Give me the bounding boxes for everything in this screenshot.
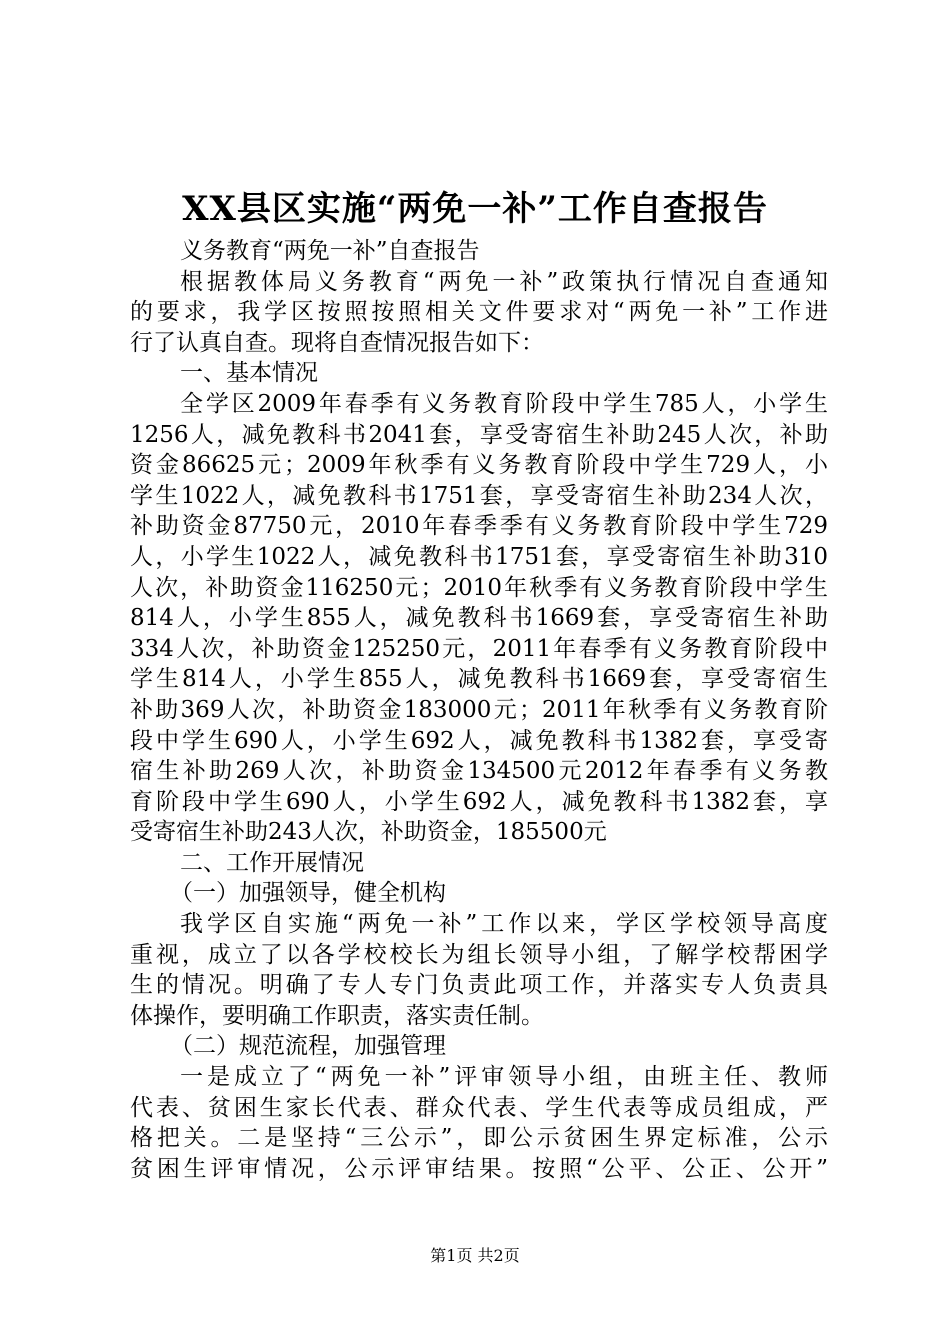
paragraph-line: 重视，成立了以各学校校长为组长领导小组，了解学校帮困学: [130, 941, 828, 968]
paragraph-line: 1256人，减免教科书2041套，享受寄宿生补助245人次，补助: [130, 421, 828, 448]
subsection-heading: （二）规范流程，加强管理: [170, 1033, 446, 1060]
paragraph-line: 育阶段中学生690人，小学生692人，减免教科书1382套，享: [130, 788, 828, 815]
paragraph-line: 代表、贫困生家长代表、群众代表、学生代表等成员组成，严: [130, 1094, 828, 1121]
paragraph-line: 补助资金87750元，2010年春季季有义务教育阶段中学生729: [130, 513, 828, 540]
paragraph-line: 学生814人，小学生855人，减免教科书1669套，享受寄宿生: [130, 666, 828, 693]
paragraph-line: 人，小学生1022人，减免教科书1751套，享受寄宿生补助310: [130, 543, 828, 570]
document-title: XX县区实施“两免一补”工作自查报告: [182, 189, 768, 229]
subsection-heading: （一）加强领导，健全机构: [170, 880, 446, 907]
document-body: [130, 236, 828, 1184]
paragraph-line: 受寄宿生补助243人次，补助资金，185500元: [130, 819, 607, 846]
paragraph-line: 资金86625元；2009年秋季有义务教育阶段中学生729人，小: [130, 452, 828, 479]
section-heading: 二、工作开展情况: [180, 849, 364, 876]
paragraph-line: 全学区2009年春季有义务教育阶段中学生785人，小学生: [180, 390, 828, 417]
paragraph-line: 334人次，补助资金125250元，2011年春季有义务教育阶段中: [130, 635, 828, 662]
paragraph-line: 的要求，我学区按照按照相关文件要求对“两免一补”工作进: [130, 299, 828, 326]
paragraph-line: 我学区自实施“两免一补”工作以来，学区学校领导高度: [180, 911, 828, 938]
paragraph-line: 生的情况。明确了专人专门负责此项工作，并落实专人负责具: [130, 972, 828, 999]
paragraph-line: 格把关。二是坚持“三公示”，即公示贫困生界定标准，公示: [130, 1125, 828, 1152]
paragraph-line: 补助369人次，补助资金183000元；2011年秋季有义务教育阶: [130, 696, 828, 723]
paragraph-line: 根据教体局义务教育“两免一补”政策执行情况自查通知: [180, 268, 828, 295]
subtitle-line: 义务教育“两免一补”自查报告: [180, 238, 480, 264]
paragraph-line: 行了认真自查。现将自查情况报告如下：: [130, 329, 544, 356]
paragraph-line: 宿生补助269人次，补助资金134500元2012年春季有义务教: [130, 758, 828, 785]
paragraph-line: 814人，小学生855人，减免教科书1669套，享受寄宿生补助: [130, 605, 828, 632]
paragraph-line: 人次，补助资金116250元；2010年秋季有义务教育阶段中学生: [130, 574, 828, 601]
paragraph-line: 贫困生评审情况，公示评审结果。按照“公平、公正、公开”: [130, 1155, 828, 1182]
paragraph-line: 学生1022人，减免教科书1751套，享受寄宿生补助234人次，: [130, 482, 828, 509]
paragraph-line: 段中学生690人，小学生692人，减免教科书1382套，享受寄: [130, 727, 828, 754]
page-footer: 第1页 共2页: [430, 1246, 520, 1265]
section-heading: 一、基本情况: [180, 360, 318, 387]
paragraph-line: 一是成立了“两免一补”评审领导小组，由班主任、教师: [180, 1064, 828, 1091]
paragraph-line: 体操作，要明确工作职责，落实责任制。: [130, 1002, 544, 1029]
